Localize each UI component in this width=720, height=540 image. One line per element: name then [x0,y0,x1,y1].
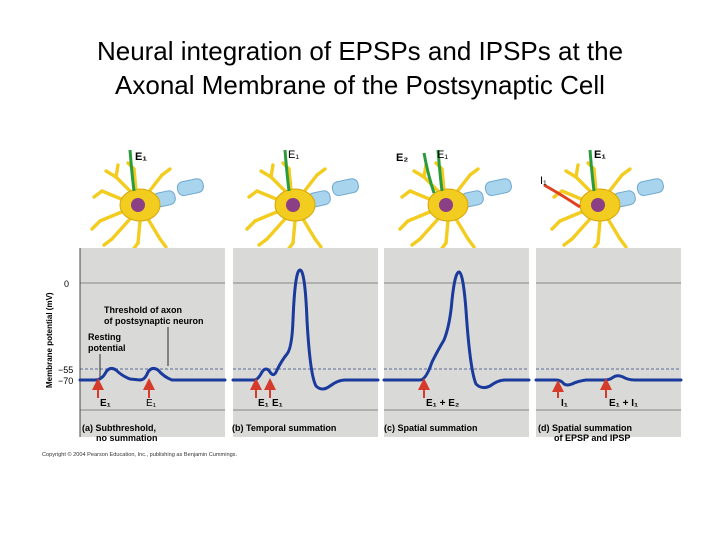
axon-segment-icon [484,178,512,197]
stim-label-b1: E₁ [258,398,269,409]
caption-d-line-2: of EPSP and IPSP [554,433,631,443]
stim-label-a1: E₁ [100,398,111,409]
nucleus-icon [131,198,145,212]
dendrite-icon [468,239,474,247]
neuron-b [247,150,360,251]
axon-segment-icon [331,178,359,197]
stim-label-d2: E₁ + I₁ [609,398,639,409]
stim-label-c1: E₁ + E₂ [426,398,460,409]
dendrite-icon [456,219,468,239]
dendrite-icon [138,221,140,243]
dendrite-icon [259,239,267,245]
y-tick-minus-70: −70 [58,376,74,386]
dendrite-icon [560,211,584,221]
axon-segment-icon [636,178,664,197]
title-line-2: Axonal Membrane of the Postsynaptic Cell [115,70,605,100]
neuron-a [92,150,205,251]
title-line-1: Neural integration of EPSPs and IPSPs at the [96,36,624,66]
threshold-label-line-1: Threshold of axon [104,305,183,315]
dendrite-icon [100,211,124,221]
dendrite-icon [400,221,408,229]
dendrite-icon [446,221,448,243]
neuron-b-input-label: E₁ [288,149,300,161]
nucleus-icon [286,198,300,212]
dendrite-icon [576,165,578,177]
resting-label-line-1: Resting [88,332,122,342]
panel-b-background [233,248,378,437]
axon-segment-icon [176,178,204,197]
dendrite-icon [267,219,285,239]
dendrite-icon [148,175,162,193]
resting-label-line-2: potential [88,343,126,353]
dendrite-icon [92,221,100,229]
dendrite-icon [564,239,572,245]
threshold-label-line-2: of postsynaptic neuron [104,316,204,326]
stim-label-b2: E₁ [272,398,283,409]
dendrite-icon [116,165,118,177]
dendrite-icon [104,239,112,245]
dendrite-icon [408,211,432,221]
neuron-d [544,150,665,251]
dendrite-icon [303,175,317,193]
dendrite-icon [608,219,620,239]
y-tick-minus-55: −55 [58,365,74,375]
caption-d-line-1: (d) Spatial summation [538,423,633,433]
neuron-c [400,150,513,251]
dendrite-icon [112,219,130,239]
dendrite-icon [303,219,315,239]
neuron-d-input-label-e1: E₁ [594,149,606,161]
dendrite-icon [249,191,257,197]
nucleus-icon [591,198,605,212]
neuron-a-input-label: E₁ [135,151,147,163]
dendrite-icon [247,221,255,229]
dendrite-icon [271,165,273,177]
stim-label-d1: I₁ [561,398,568,409]
caption-c: (c) Spatial summation [384,423,478,433]
dendrite-icon [412,239,420,245]
caption-a-line-1: (a) Subthreshold, [82,423,156,433]
dendrite-icon [255,211,279,221]
dendrite-icon [470,169,478,175]
dendrite-icon [608,175,622,193]
neuron-c-input-label-e1: E₁ [437,149,449,161]
y-axis-label: Membrane potential (mV) [45,292,54,388]
dendrite-icon [456,175,470,193]
dendrite-icon [162,169,170,175]
dendrite-icon [293,221,295,243]
dendrite-icon [622,169,630,175]
dendrite-icon [94,191,102,197]
dendrite-icon [620,239,626,247]
y-tick-0: 0 [64,279,70,289]
dendrite-icon [572,219,590,239]
dendrite-icon [552,221,560,229]
neuron-c-input-label-e2: E₂ [396,152,409,164]
stim-label-a2: E₁ [146,398,157,409]
dendrite-icon [315,239,321,247]
nucleus-icon [439,198,453,212]
dendrite-icon [420,219,438,239]
copyright-line: Copyright © 2004 Pearson Education, Inc., publishing as Benjamin Cummings. [42,452,238,458]
dendrite-icon [598,221,600,243]
dendrite-icon [160,239,166,247]
caption-a-line-2: no summation [96,433,158,443]
dendrite-icon [402,191,410,197]
caption-b: (b) Temporal summation [232,423,337,433]
dendrite-icon [148,219,160,239]
dendrite-icon [317,169,325,175]
neuron-d-input-label-i1: I₁ [540,175,547,187]
